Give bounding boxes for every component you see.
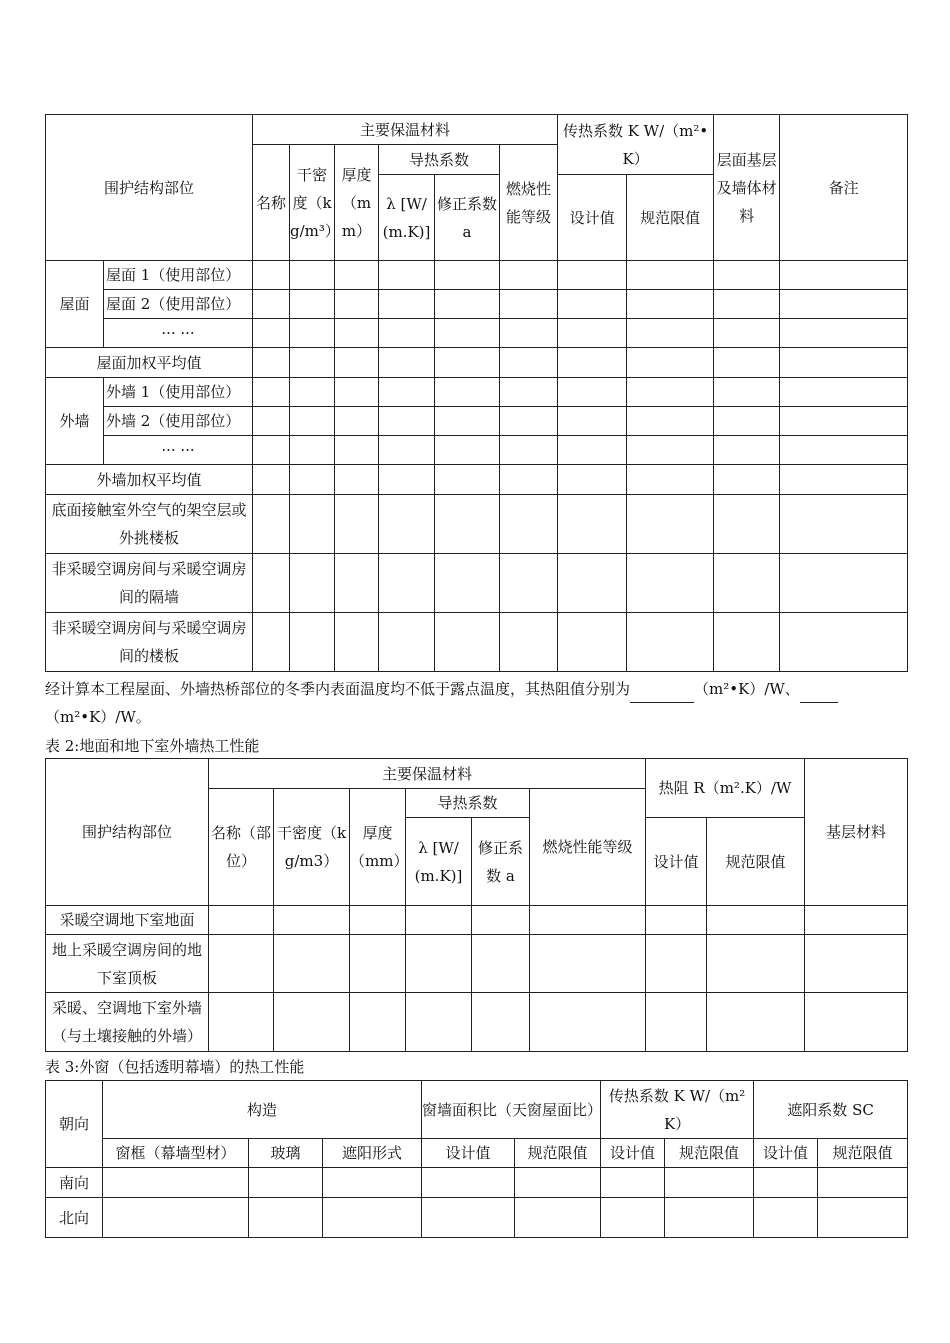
- table-cell: [253, 290, 290, 319]
- table-cell: [379, 407, 435, 436]
- header-r: 热阻 R（m².K）/W: [646, 759, 805, 818]
- table-cell: [646, 993, 707, 1052]
- table3-caption: 表 3:外窗（包括透明幕墙）的热工性能: [45, 1058, 305, 1076]
- table-cell: [253, 407, 290, 436]
- table-cell: [780, 554, 908, 613]
- table-cell: [290, 261, 335, 290]
- header-base-material: 基层材料: [805, 759, 908, 906]
- table-cell: [379, 261, 435, 290]
- table-cell: [335, 319, 379, 348]
- header-density: 干密度（kg/m³）: [290, 145, 335, 261]
- header-thickness: 厚度（mm）: [350, 789, 406, 906]
- table-cell: [515, 1198, 601, 1238]
- table-cell: [714, 465, 780, 495]
- table-cell: [253, 495, 290, 554]
- row-label: 北向: [46, 1198, 103, 1238]
- row-label: 地上采暖空调房间的地下室顶板: [46, 935, 209, 993]
- table-cell: [379, 348, 435, 378]
- table-cell: [500, 495, 558, 554]
- table-cell: [103, 1168, 249, 1198]
- table-cell: [627, 378, 714, 407]
- table-cell: [558, 495, 627, 554]
- table-cell: [805, 935, 908, 993]
- table-cell: [500, 348, 558, 378]
- table-cell: [249, 1168, 323, 1198]
- header-window-wall-ratio: 窗墙面积比（天窗屋面比）: [422, 1081, 601, 1139]
- table-cell: [627, 436, 714, 465]
- table-cell: [500, 261, 558, 290]
- row-label: 外墙 1（使用部位）: [104, 378, 253, 407]
- row-label: 屋面 2（使用部位）: [104, 290, 253, 319]
- header-fire-rating: 燃烧性能等级: [530, 789, 646, 906]
- table-cell: [435, 261, 500, 290]
- table-cell: [435, 407, 500, 436]
- table-cell: [290, 407, 335, 436]
- table-cell: [435, 290, 500, 319]
- group-wall: 外墙: [46, 378, 104, 465]
- table-cell: [627, 290, 714, 319]
- table-cell: [435, 348, 500, 378]
- table-cell: [253, 465, 290, 495]
- header-glass: 玻璃: [249, 1139, 323, 1168]
- table-cell: [290, 613, 335, 672]
- table-cell: [500, 554, 558, 613]
- row-label: 外墙 2（使用部位）: [104, 407, 253, 436]
- table-cell: [379, 378, 435, 407]
- header-lambda: λ [W/(m.K)]: [406, 818, 472, 906]
- table-cell: [472, 906, 530, 935]
- table-cell: [472, 935, 530, 993]
- table-cell: [209, 935, 274, 993]
- header-frame: 窗框（幕墙型材）: [103, 1139, 249, 1168]
- table-cell: [558, 319, 627, 348]
- table-cell: [714, 436, 780, 465]
- header-direction: 朝向: [46, 1081, 103, 1168]
- table-cell: [290, 495, 335, 554]
- table-cell: [714, 319, 780, 348]
- table-cell: [627, 613, 714, 672]
- table-cell: [253, 436, 290, 465]
- table-cell: [530, 906, 646, 935]
- header-correction: 修正系数 a: [435, 175, 500, 261]
- table-cell: [780, 261, 908, 290]
- table-cell: [780, 495, 908, 554]
- table-cell: [665, 1198, 754, 1238]
- table-cell: [253, 261, 290, 290]
- row-label: 外墙加权平均值: [46, 465, 253, 495]
- table-cell: [558, 290, 627, 319]
- table-cell: [665, 1168, 754, 1198]
- table-cell: [714, 495, 780, 554]
- table-cell: [780, 319, 908, 348]
- table-cell: [714, 378, 780, 407]
- table-cell: [290, 436, 335, 465]
- table-cell: [350, 935, 406, 993]
- table-cell: [601, 1168, 665, 1198]
- table-cell: [335, 378, 379, 407]
- table-cell: [805, 906, 908, 935]
- table-cell: [780, 378, 908, 407]
- header-conductivity: 导热系数: [379, 145, 500, 175]
- table-cell: [646, 906, 707, 935]
- table-cell: [780, 348, 908, 378]
- table-cell: [274, 935, 350, 993]
- table-cell: [209, 906, 274, 935]
- table-cell: [818, 1168, 908, 1198]
- table-cell: [500, 378, 558, 407]
- table-cell: [379, 554, 435, 613]
- note-text-3: （m²•K）/W。: [45, 708, 151, 726]
- table-cell: [290, 290, 335, 319]
- table-cell: [379, 319, 435, 348]
- table-cell: [435, 554, 500, 613]
- table-cell: [472, 993, 530, 1052]
- table-cell: [601, 1198, 665, 1238]
- header-name: 名称: [253, 145, 290, 261]
- row-label: 采暖空调地下室地面: [46, 906, 209, 935]
- resistance-blank-wall[interactable]: [800, 682, 838, 703]
- table-cell: [253, 348, 290, 378]
- table-cell: [350, 906, 406, 935]
- table-cell: [379, 290, 435, 319]
- table-cell: [558, 261, 627, 290]
- header-design: 设计值: [558, 175, 627, 261]
- table-cell: [500, 436, 558, 465]
- table-cell: [558, 613, 627, 672]
- header-structure: 构造: [103, 1081, 422, 1139]
- header-thickness: 厚度（mm）: [335, 145, 379, 261]
- table-cell: [714, 407, 780, 436]
- table-cell: [435, 378, 500, 407]
- table-cell: [290, 465, 335, 495]
- row-label: 采暖、空调地下室外墙（与土壤接触的外墙）: [46, 993, 209, 1052]
- header-limit: 规范限值: [707, 818, 805, 906]
- row-label: 南向: [46, 1168, 103, 1198]
- table-cell: [530, 993, 646, 1052]
- table-cell: [818, 1198, 908, 1238]
- table-cell: [754, 1198, 818, 1238]
- table-cell: [500, 613, 558, 672]
- table-cell: [558, 554, 627, 613]
- header-k: 传热系数 K W/（m²K）: [601, 1081, 754, 1139]
- table-cell: [500, 290, 558, 319]
- table-cell: [780, 613, 908, 672]
- table-cell: [558, 378, 627, 407]
- thermal-bridge-note: [45, 675, 907, 731]
- resistance-blank-roof[interactable]: [630, 682, 694, 703]
- table-cell: [558, 436, 627, 465]
- header-design: 设计值: [646, 818, 707, 906]
- table-cell: [274, 906, 350, 935]
- table-cell: [707, 906, 805, 935]
- note-text-2: （m²•K）/W、: [694, 680, 800, 698]
- table-cell: [335, 348, 379, 378]
- row-label: 屋面加权平均值: [46, 348, 253, 378]
- table-cell: [435, 319, 500, 348]
- header-sc: 遮阳系数 SC: [754, 1081, 908, 1139]
- table-cell: [805, 993, 908, 1052]
- table-cell: [435, 613, 500, 672]
- table-cell: [406, 906, 472, 935]
- table-cell: [627, 261, 714, 290]
- table-cell: [335, 613, 379, 672]
- table-cell: [379, 495, 435, 554]
- table-cell: [714, 261, 780, 290]
- header-lambda: λ [W/(m.K)]: [379, 175, 435, 261]
- table-cell: [379, 436, 435, 465]
- table-cell: [627, 407, 714, 436]
- table-cell: [290, 348, 335, 378]
- table-cell: [558, 407, 627, 436]
- table-cell: [780, 436, 908, 465]
- table-cell: [379, 613, 435, 672]
- header-limit: 规范限值: [515, 1139, 601, 1168]
- header-part: 围护结构部位: [46, 759, 209, 906]
- table-ground-basement: [45, 758, 908, 1052]
- table-cell: [406, 993, 472, 1052]
- header-limit: 规范限值: [665, 1139, 754, 1168]
- table-cell: [627, 554, 714, 613]
- header-limit: 规范限值: [818, 1139, 908, 1168]
- table-cell: [780, 465, 908, 495]
- table-cell: [290, 554, 335, 613]
- header-design: 设计值: [754, 1139, 818, 1168]
- table-cell: [379, 465, 435, 495]
- table-cell: [646, 935, 707, 993]
- table2-caption: 表 2:地面和地下室外墙热工性能: [45, 737, 260, 755]
- header-shade: 遮阳形式: [323, 1139, 422, 1168]
- header-note: 备注: [780, 115, 908, 261]
- table-cell: [103, 1198, 249, 1238]
- header-main-material: 主要保温材料: [253, 115, 558, 145]
- table-cell: [323, 1168, 422, 1198]
- table-cell: [253, 554, 290, 613]
- table-cell: [209, 993, 274, 1052]
- header-main-material: 主要保温材料: [209, 759, 646, 789]
- table-cell: [274, 993, 350, 1052]
- header-limit: 规范限值: [627, 175, 714, 261]
- header-density: 干密度（kg/m3）: [274, 789, 350, 906]
- table-cell: [627, 319, 714, 348]
- row-label: ··· ···: [104, 436, 253, 465]
- table-cell: [515, 1168, 601, 1198]
- header-conductivity: 导热系数: [406, 789, 530, 818]
- table-window-thermal: [45, 1080, 908, 1238]
- row-label: 非采暖空调房间与采暖空调房间的隔墙: [46, 554, 253, 613]
- table-cell: [714, 554, 780, 613]
- table-cell: [335, 290, 379, 319]
- table-cell: [335, 436, 379, 465]
- table-cell: [422, 1168, 515, 1198]
- header-fire-rating: 燃烧性能等级: [500, 145, 558, 261]
- table-cell: [249, 1198, 323, 1238]
- header-correction: 修正系数 a: [472, 818, 530, 906]
- table-cell: [335, 495, 379, 554]
- row-label: ··· ···: [104, 319, 253, 348]
- table-cell: [500, 319, 558, 348]
- table-cell: [627, 465, 714, 495]
- table-cell: [707, 993, 805, 1052]
- table-cell: [500, 407, 558, 436]
- table-cell: [714, 290, 780, 319]
- table-cell: [350, 993, 406, 1052]
- table-cell: [558, 465, 627, 495]
- table-cell: [435, 436, 500, 465]
- table-cell: [530, 935, 646, 993]
- table-cell: [253, 319, 290, 348]
- table-envelope-insulation: [45, 114, 908, 672]
- header-base-material: 层面基层及墙体材料: [714, 115, 780, 261]
- row-label: 底面接触室外空气的架空层或外挑楼板: [46, 495, 253, 554]
- table-cell: [435, 495, 500, 554]
- table-cell: [335, 407, 379, 436]
- table-cell: [435, 465, 500, 495]
- table-cell: [422, 1198, 515, 1238]
- table-cell: [335, 261, 379, 290]
- table-cell: [406, 935, 472, 993]
- table-cell: [627, 348, 714, 378]
- table-cell: [290, 378, 335, 407]
- note-text-1: 经计算本工程屋面、外墙热桥部位的冬季内表面温度均不低于露点温度，其热阻值分别为: [45, 680, 631, 698]
- header-part: 围护结构部位: [46, 115, 253, 261]
- header-design: 设计值: [601, 1139, 665, 1168]
- table-cell: [780, 407, 908, 436]
- table-cell: [323, 1198, 422, 1238]
- row-label: 非采暖空调房间与采暖空调房间的楼板: [46, 613, 253, 672]
- group-roof: 屋面: [46, 261, 104, 348]
- table-cell: [253, 613, 290, 672]
- header-design: 设计值: [422, 1139, 515, 1168]
- table-cell: [558, 348, 627, 378]
- table-cell: [714, 613, 780, 672]
- header-k: 传热系数 K W/（m²•K）: [558, 115, 714, 175]
- table-cell: [253, 378, 290, 407]
- table-cell: [335, 465, 379, 495]
- table-cell: [627, 495, 714, 554]
- table-cell: [335, 554, 379, 613]
- table-cell: [707, 935, 805, 993]
- row-label: 屋面 1（使用部位）: [104, 261, 253, 290]
- table-cell: [754, 1168, 818, 1198]
- table-cell: [714, 348, 780, 378]
- table-cell: [290, 319, 335, 348]
- table-cell: [500, 465, 558, 495]
- header-name: 名称（部位）: [209, 789, 274, 906]
- table-cell: [780, 290, 908, 319]
